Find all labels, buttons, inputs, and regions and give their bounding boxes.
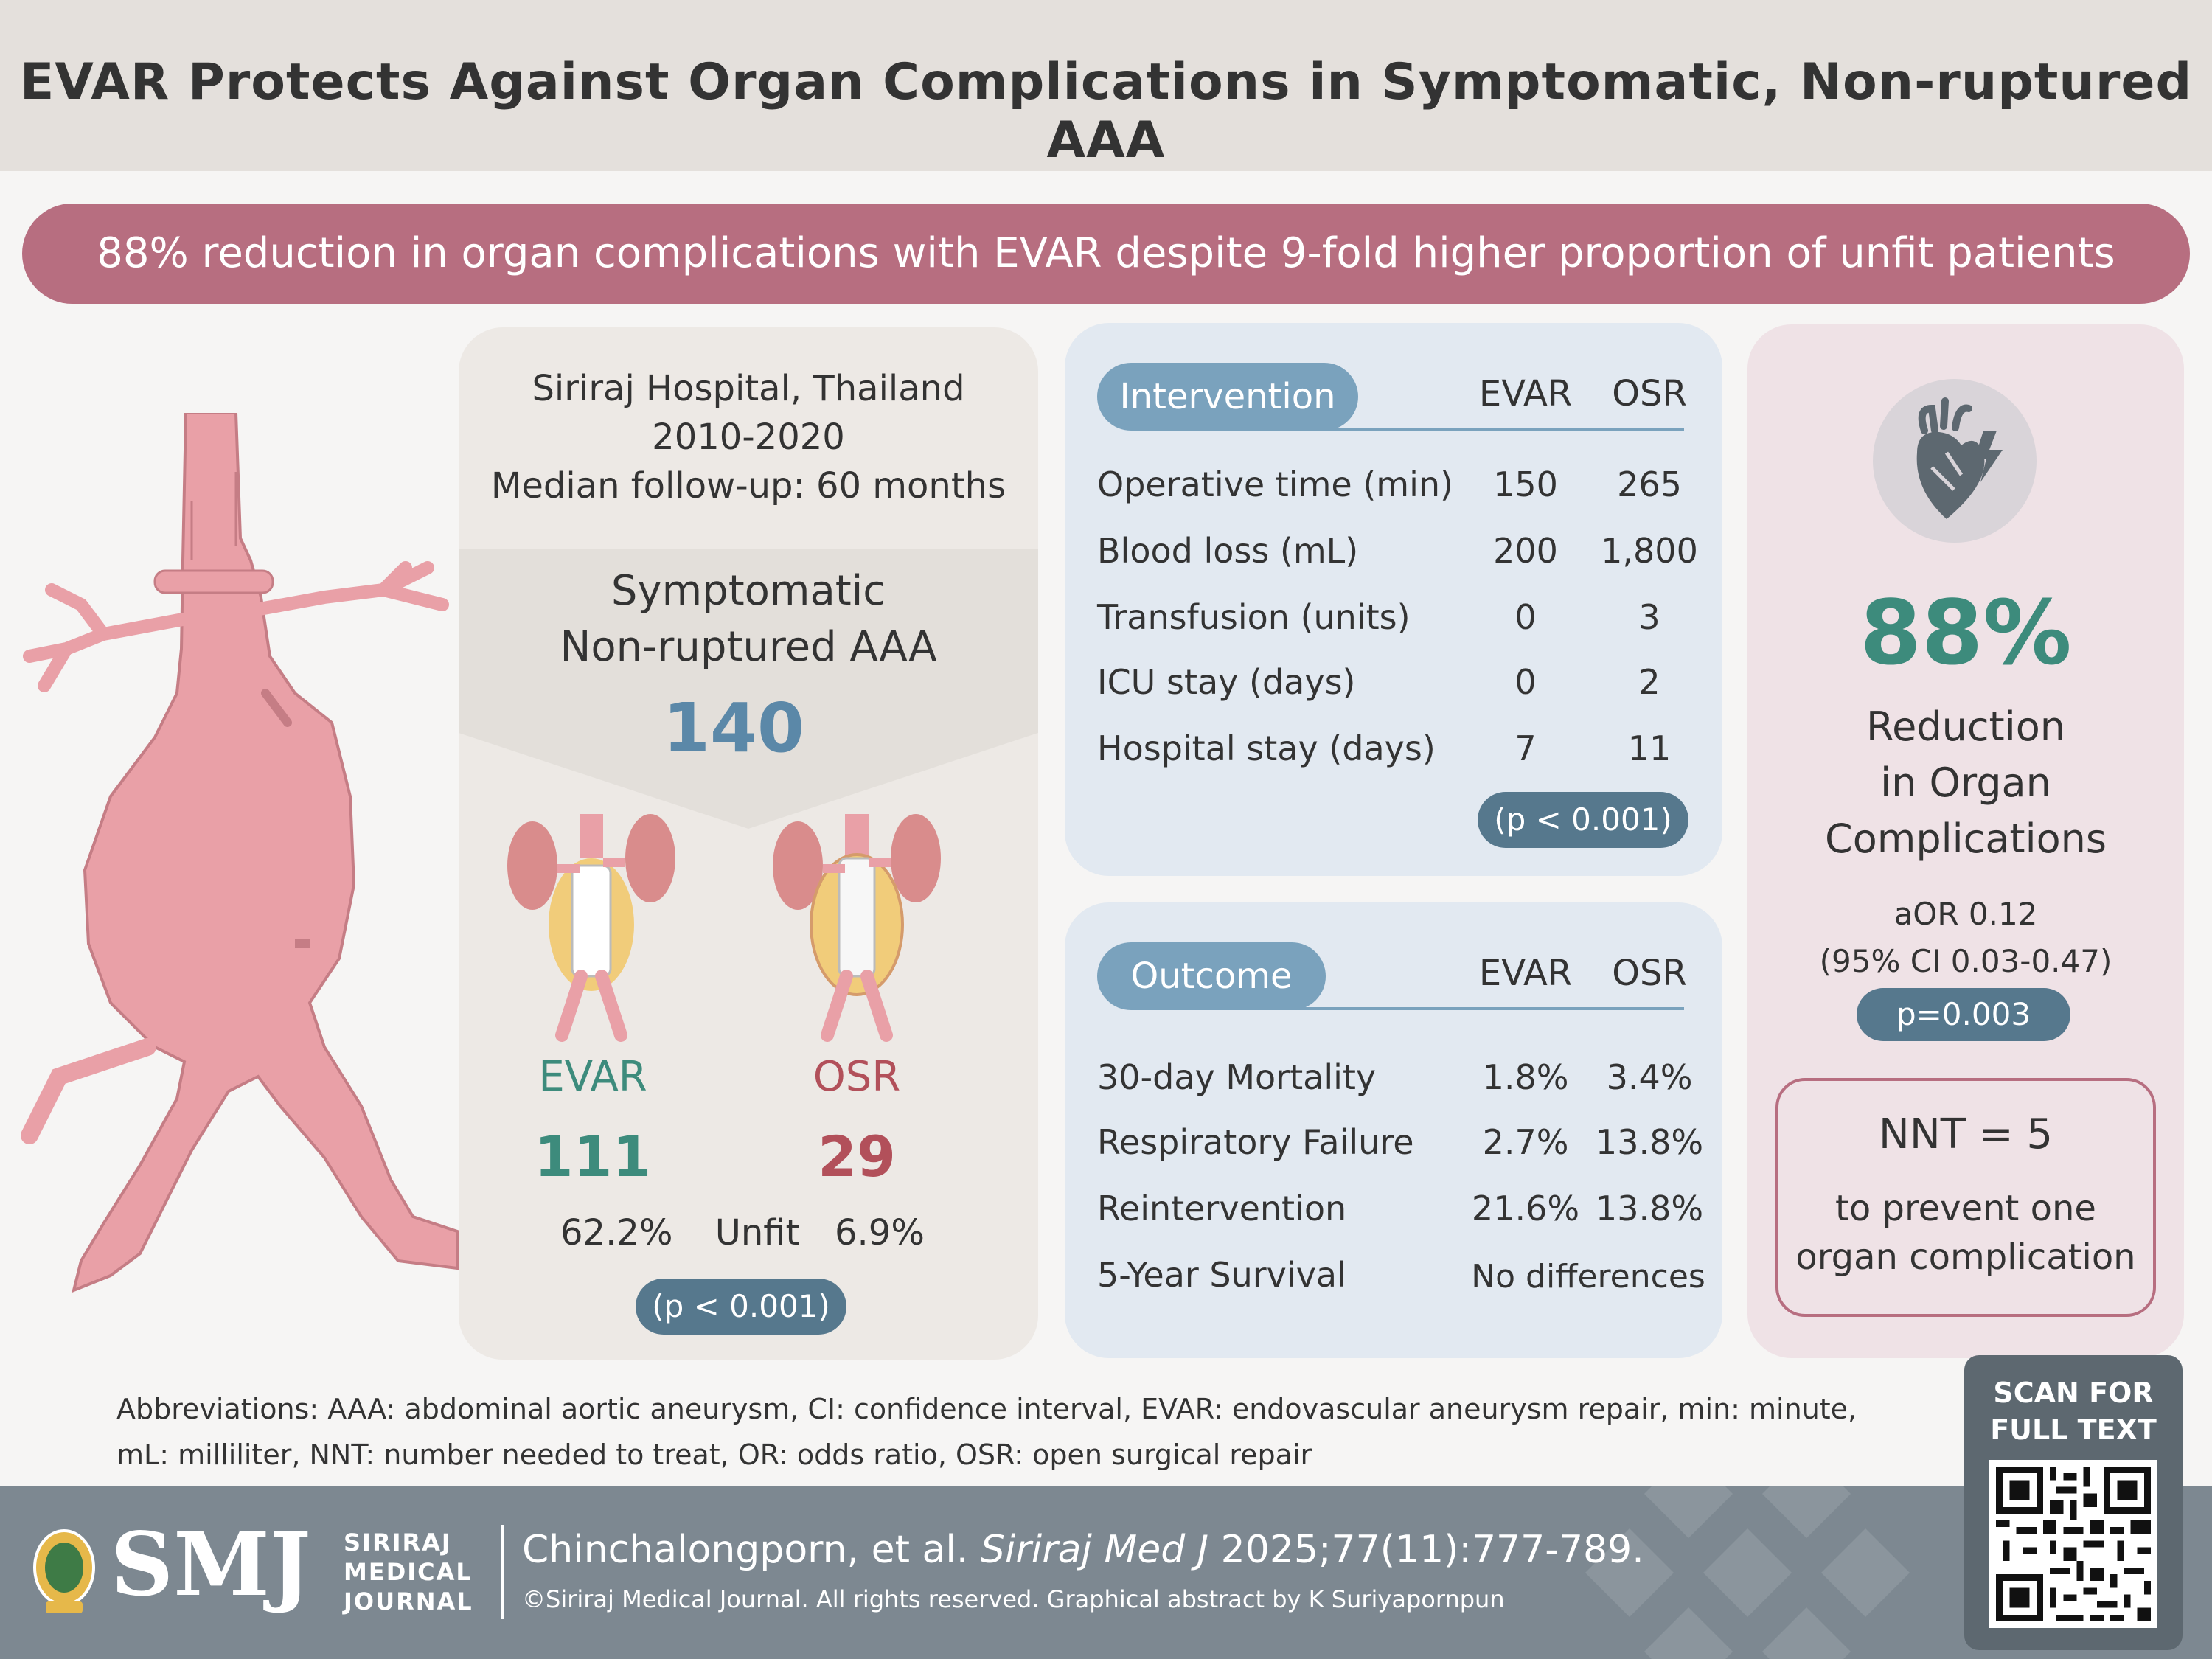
outcome-tag: Outcome (1097, 942, 1326, 1010)
logo-sub-siriraj: SIRIRAJ (344, 1528, 452, 1557)
abbreviations-line1: Abbreviations: AAA: abdominal aortic aneurysm, CI: confidence interval, EVAR: endovascular aneurysm repair, min: minute, (116, 1393, 1857, 1425)
intervention-tag: Intervention (1097, 363, 1358, 431)
nnt-title: NNT = 5 (1878, 1110, 2053, 1158)
intervention-row-evar: 200 (1493, 531, 1558, 571)
reduction-label-line3: Complications (1825, 815, 2107, 862)
intervention-row-osr: 11 (1627, 728, 1672, 768)
adjusted-odds-ratio (1747, 891, 2184, 985)
outcome-row-osr: 13.8% (1595, 1189, 1704, 1228)
study-info (459, 364, 1038, 510)
intervention-row-evar: 0 (1514, 662, 1537, 702)
reduction-label (1747, 699, 2184, 867)
survival-label: 5-Year Survival (1097, 1255, 1346, 1295)
evar-unfit-percent: 62.2% (560, 1212, 673, 1253)
outcome-row-evar: 21.6% (1471, 1189, 1580, 1228)
outcome-row-evar: 2.7% (1482, 1122, 1569, 1162)
reduction-label-line1: Reduction (1866, 703, 2065, 750)
intervention-row-evar: 150 (1493, 465, 1558, 504)
key-finding-banner: 88% reduction in organ complications with EVAR despite 9-fold higher proportion of unfit patients (22, 204, 2190, 304)
qr-caption (1964, 1374, 2183, 1448)
nnt-line2: organ complication (1795, 1237, 2136, 1278)
nnt-line1: to prevent one (1835, 1188, 2096, 1229)
nnt-box (1775, 1078, 2156, 1317)
outcome-row-label: Reintervention (1097, 1189, 1347, 1228)
decorative-pattern (1512, 1486, 1954, 1659)
logo-sub-journal: JOURNAL (344, 1587, 473, 1615)
osr-unfit-percent: 6.9% (835, 1212, 925, 1253)
nnt-description (1778, 1184, 2153, 1281)
smj-logo: SMJ (111, 1513, 311, 1615)
intervention-row-label: Transfusion (units) (1097, 597, 1411, 637)
unfit-label: Unfit (714, 1212, 800, 1253)
qr-card[interactable] (1964, 1355, 2183, 1650)
outcome-row-label: 30-day Mortality (1097, 1057, 1377, 1097)
outcome-row-evar: 1.8% (1482, 1057, 1569, 1097)
title-bar (0, 0, 2212, 171)
study-population (459, 563, 1038, 675)
study-p-value: (p < 0.001) (636, 1279, 846, 1335)
citation (522, 1528, 1644, 1572)
citation-ref: 2025;77(11):777-789. (1220, 1528, 1644, 1572)
abbreviations-line2: mL: milliliter, NNT: number needed to treat, OR: odds ratio, OSR: open surgical repair (116, 1439, 1312, 1471)
intervention-col-evar: EVAR (1478, 373, 1573, 414)
aor-value: aOR 0.12 (1893, 896, 2038, 932)
outcome-row-osr: 3.4% (1606, 1057, 1693, 1097)
result-panel (1747, 324, 2184, 1358)
intervention-row-osr: 1,800 (1601, 531, 1698, 571)
heart-icon-badge (1873, 379, 2037, 543)
evar-kidney-illustration (503, 814, 680, 1057)
page-title: EVAR Protects Against Organ Complications in Symptomatic, Non-ruptured AAA (19, 53, 2193, 170)
study-site: Siriraj Hospital, Thailand (532, 368, 965, 409)
outcome-row-osr: 13.8% (1595, 1122, 1704, 1162)
population-line1: Symptomatic (611, 567, 886, 615)
confidence-interval: (95% CI 0.03-0.47) (1819, 943, 2112, 979)
total-patients: 140 (662, 689, 805, 768)
osr-kidney-illustration (768, 814, 945, 1057)
qr-caption-line1: SCAN FOR (1993, 1377, 2154, 1409)
heart-icon (1873, 379, 2037, 543)
osr-count: 29 (818, 1124, 896, 1189)
study-followup: Median follow-up: 60 months (490, 465, 1006, 507)
intervention-row-osr: 2 (1638, 662, 1660, 702)
osr-arm-label: OSR (813, 1053, 901, 1101)
citation-journal: Siriraj Med J (980, 1528, 1209, 1572)
intervention-row-label: Blood loss (mL) (1097, 531, 1359, 571)
intervention-row-evar: 0 (1514, 597, 1537, 637)
abbreviations (116, 1386, 1938, 1478)
result-p-value: p=0.003 (1857, 988, 2070, 1041)
population-line2: Non-ruptured AAA (560, 623, 937, 671)
smj-logo-subtitle (344, 1528, 473, 1616)
logo-sub-medical: MEDICAL (344, 1558, 473, 1586)
intervention-col-osr: OSR (1612, 373, 1687, 414)
evar-arm-label: EVAR (538, 1053, 647, 1101)
study-panel (459, 327, 1038, 1360)
footer (0, 1486, 2212, 1659)
footer-divider (501, 1525, 504, 1619)
qr-caption-line2: FULL TEXT (1990, 1413, 2157, 1446)
intervention-p-value: (p < 0.001) (1478, 792, 1688, 848)
outcome-col-evar: EVAR (1478, 953, 1573, 994)
intervention-row-osr: 265 (1617, 465, 1682, 504)
outcome-panel (1065, 902, 1722, 1358)
evar-count: 111 (534, 1124, 652, 1189)
citation-authors: Chinchalongporn, et al. (522, 1528, 969, 1572)
intervention-panel (1065, 323, 1722, 876)
copyright: ©Siriraj Medical Journal. All rights reserved. Graphical abstract by K Suriyapornpun (522, 1585, 1505, 1613)
intervention-row-label: ICU stay (days) (1097, 662, 1356, 702)
intervention-row-label: Hospital stay (days) (1097, 728, 1436, 768)
intervention-row-evar: 7 (1514, 728, 1537, 768)
study-years: 2010-2020 (652, 417, 845, 458)
intervention-row-osr: 3 (1638, 597, 1660, 637)
qr-code-icon[interactable] (1989, 1460, 2157, 1628)
outcome-col-osr: OSR (1612, 953, 1687, 994)
intervention-row-label: Operative time (min) (1097, 465, 1453, 504)
survival-value: No differences (1471, 1258, 1705, 1295)
siriraj-seal-icon (32, 1529, 96, 1616)
reduction-label-line2: in Organ (1880, 759, 2051, 806)
outcome-row-label: Respiratory Failure (1097, 1122, 1414, 1162)
aorta-aneurysm-illustration (15, 413, 465, 1298)
reduction-percent: 88% (1860, 582, 2072, 685)
